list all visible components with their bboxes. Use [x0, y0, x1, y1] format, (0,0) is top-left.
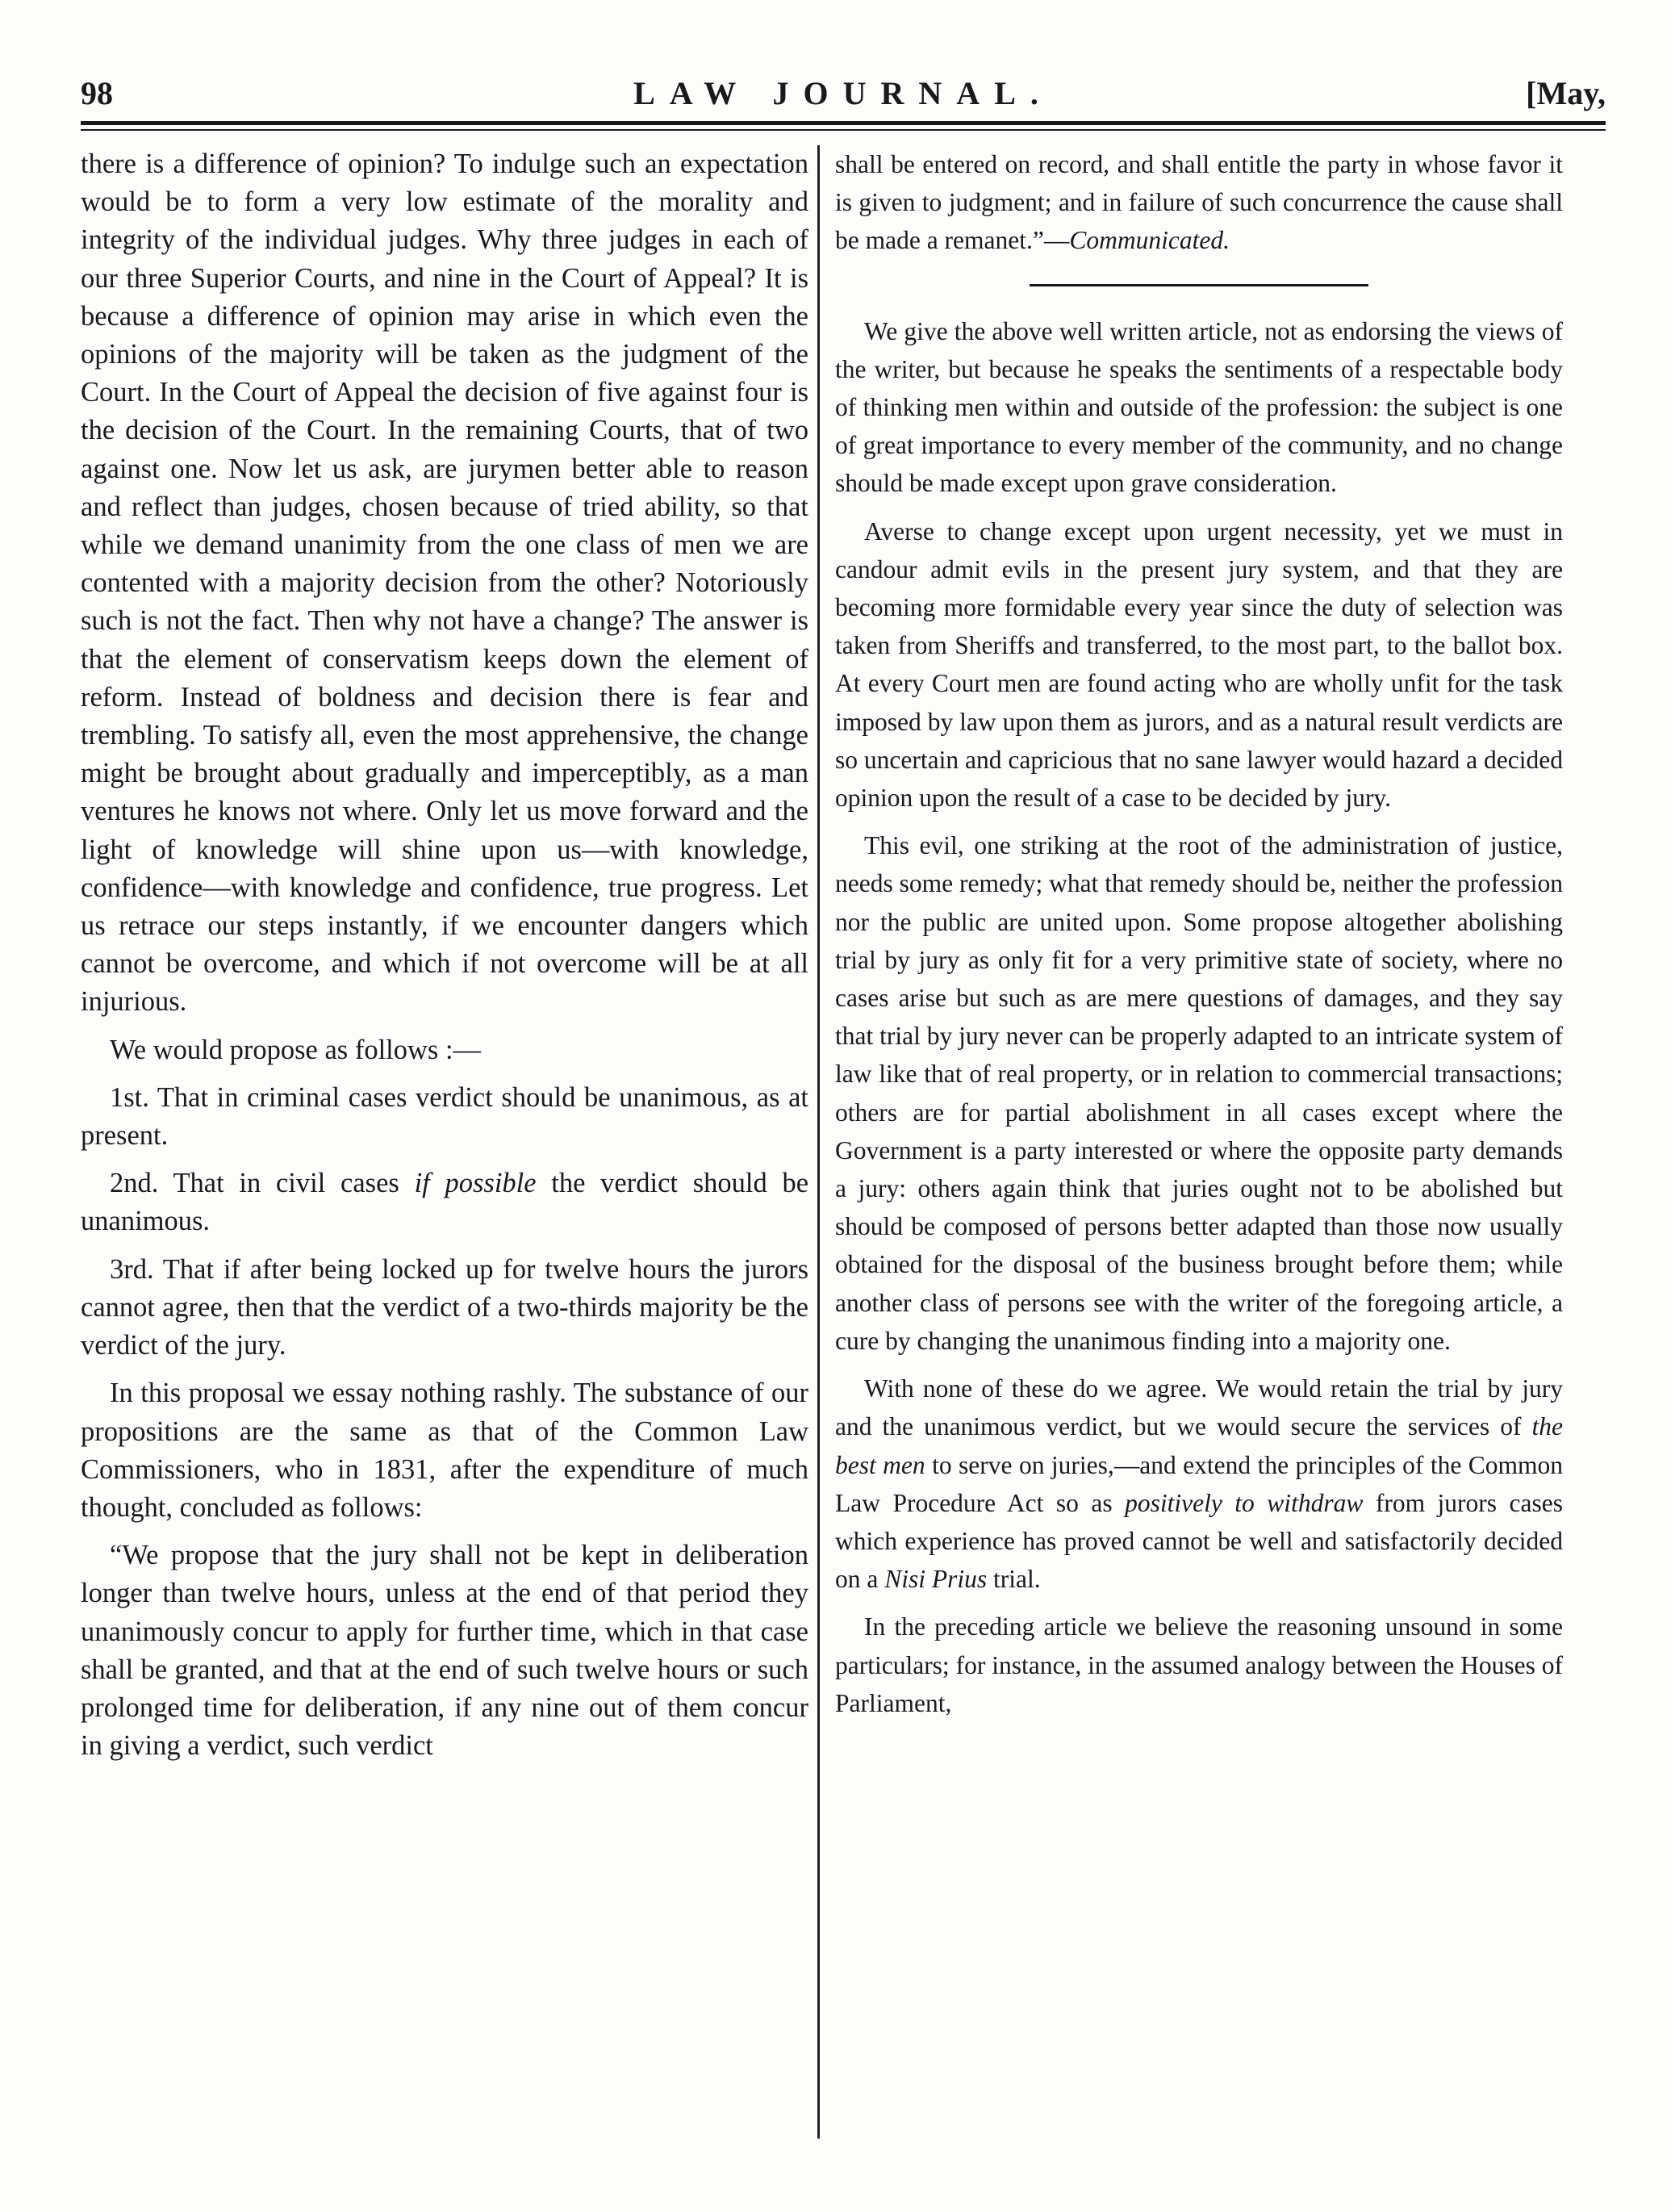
text-run: 2nd. That in civil cases [110, 1168, 415, 1199]
text-run: from jurors cases which experience has proved cannot be well and satisfactorily decided on a [835, 1488, 1563, 1594]
journal-title: LAW JOURNAL. [633, 75, 1053, 111]
text-run: to serve on juries,—and extend the principles of the Common Law Procedure Act so as [835, 1450, 1563, 1517]
paragraph: We would propose as follows :— [110, 1034, 482, 1065]
text-run: trial. [987, 1565, 1041, 1594]
column-divider [817, 145, 820, 2139]
paragraph: This evil, one striking at the root of the administration of justice, needs some remedy; what that remedy should be, neither the profession nor the public are united upon. Some propose altogether abolishing trial by jury as only fit for a very primitive state of society, where no cases arise but such as are mere questions of damages, and they say that trial by jury never can be properly adapted to an intricate system of law like that of real property, or in relation to commercial transactions; others are for partial abolishment in all cases except where the Government is a party interested or where the opposite party demands a jury: others again think that juries ought not to be abolished but should be composed of persons better adapted than those now usually obtained for the disposal of the business brought before them; while another class of persons see with the writer of the foregoing article, a cure by changing the unanimous finding into a majority one. [835, 831, 1563, 1355]
paragraph: In the preceding article we believe the reasoning unsound in some particulars; for instance, in the assumed analogy between the Houses of Parliament, [835, 1612, 1563, 1717]
paragraph [81, 1165, 808, 1240]
paragraph: We give the above well written article, not as endorsing the views of the writer, but because he speaks the sentiments of a respectable body of thinking men within and outside of the profession: the subject is one of great importance to every member of the community, and no change should be made except upon grave consideration. [835, 316, 1563, 498]
italic-text: Nisi Prius [884, 1565, 988, 1594]
italic-text: if possible [414, 1168, 537, 1199]
italic-text: the best men [835, 1412, 1563, 1479]
header-rule-thin [81, 129, 1606, 131]
paragraph [835, 145, 1563, 260]
paragraph: In this proposal we essay nothing rashly. The substance of our propositions are the same as that of the Common Law Commissioners, who in 1831, after the expenditure of much thought, concluded as follows: [81, 1378, 808, 1523]
paragraph: 3rd. That if after being locked up for twelve hours the jurors cannot agree, then that the verdict of a two-thirds majority be the verdict of the jury. [81, 1253, 808, 1361]
section-divider [1030, 284, 1368, 286]
text-run: the verdict should be unanimous. [81, 1168, 809, 1237]
paragraph: there is a difference of opinion? To indulge such an expectation would be to form a very low estimate of the morality and integrity of the individual judges. Why three judges in each of our three Superior Courts, and nine in the Court of Appeal? It is because a difference of opinion may arise in which even the opinions of the majority will be taken as the judgment of the Court. In the Court of Appeal the decision of five against four is the decision of the Court. In the remaining Courts, that of two against one. Now let us ask, are jurymen better able to reason and reflect than judges, chosen because of tried ability, so that while we demand unanimity from the one class of men we are contented with a majority decision from the other? Notoriously such is not the fact. Then why not have a change? The answer is that the element of conservatism keeps down the element of reform. Instead of boldness and decision there is fear and trembling. To satisfy all, even the most apprehensive, the change might be brought about gradually and imperceptibly, as a man ventures he knows not where. Only let us move forward and the light of knowledge will shine upon us—with knowledge, confidence—with knowledge and confidence, true progress. Let us retrace our steps instantly, if we encounter dangers which cannot be overcome, and which if not overcome will be at all injurious. [81, 148, 808, 1018]
paragraph: 1st. That in criminal cases verdict should be unanimous, as at present. [81, 1081, 808, 1152]
left-column [81, 145, 808, 1765]
italic-text: positively to withdraw [1125, 1488, 1364, 1517]
paragraph [835, 1369, 1563, 1598]
text-run: shall be entered on record, and shall entitle the party in whose favor it is given to judgment; and in failure of such concurrence the cause shall be made a remanet.”— [835, 150, 1563, 255]
paragraph: Averse to change except upon urgent necessity, yet we must in candour admit evils in the present jury system, and that they are becoming more formidable every year since the duty of selection was taken from Sheriffs and transferred, to the most part, to the ballot box. At every Court men are found acting who are wholly unfit for the task imposed by law upon them as jurors, and as a natural result verdicts are so uncertain and capricious that no sane lawyer would hazard a decided opinion upon the result of a case to be decided by jury. [835, 516, 1563, 813]
italic-text: Communicated. [1069, 226, 1230, 255]
right-column [835, 145, 1563, 1722]
page-number: 98 [81, 75, 113, 111]
issue-month: [May, [1526, 75, 1606, 111]
text-run: With none of these do we agree. We would retain the trial by jury and the unanimous verdict, but we would secure the services of [835, 1374, 1563, 1441]
quoted-paragraph: “We propose that the jury shall not be kept in deliberation longer than twelve hours, unless at the end of that period they unanimously concur to apply for further time, which in that case shall be granted, and that at the end of such twelve hours or such prolonged time for deliberation, if any nine out of them concur in giving a verdict, such verdict [81, 1540, 808, 1762]
header-rule-thick [81, 121, 1606, 125]
